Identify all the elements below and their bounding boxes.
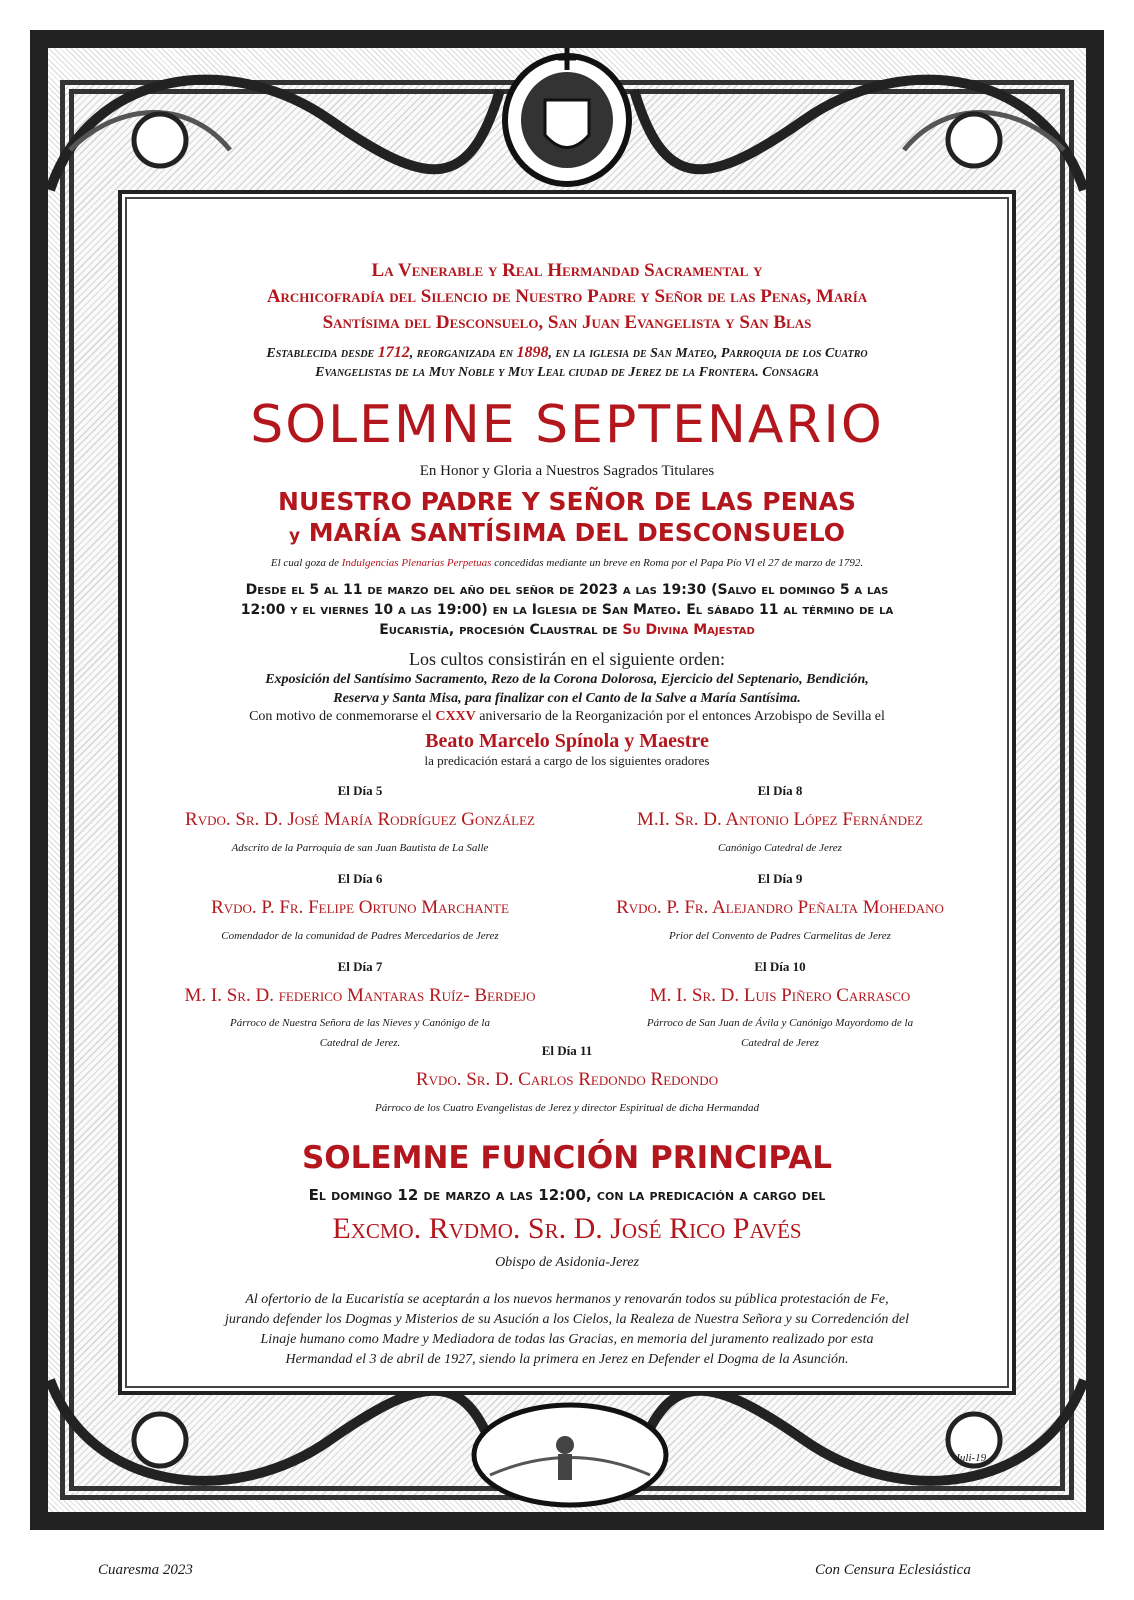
orador-name: Rvdo. Sr. D. Carlos Redondo Redondo	[415, 1069, 719, 1090]
orador-cargo: Párroco de los Cuatro Evangelistas de Jerez y director Espiritual de dicha Hermandad	[375, 1102, 759, 1114]
orador-dia-5	[140, 782, 580, 856]
cultos-line2: Reserva y Santa Misa, para finalizar con el Canto de la Salve a María Santísima.	[333, 691, 801, 706]
orador-cargo: Adscrito de la Parroquia de san Juan Bautista de La Salle	[231, 842, 489, 854]
indulgencias-line: El cual goza de Indulgencias Plenarias Perpetuas concedidas mediante un breve en Roma por el Papa Pío VI el 27 de marzo de 1792.	[270, 557, 864, 569]
ofertorio-line4: Hermandad el 3 de abril de 1927, siendo la primera en Jerez en Defender el Dogma de la Asunción.	[285, 1352, 849, 1367]
ofertorio-line2: jurando defender los Dogmas y Misterios de su Asución a los Cielos, la Realeza de Nuestra Señora y su Corredención del	[225, 1312, 909, 1327]
orador-name: M. I. Sr. D. federico Mantaras Ruíz- Berdejo	[184, 985, 536, 1006]
brotherhood-name-line2: Archicofradía del Silencio de Nuestro Padre y Señor de las Penas, María	[266, 286, 868, 307]
orador-cargo: Prior del Convento de Padres Carmelitas de Jerez	[669, 930, 891, 942]
footer-right: Con Censura Eclesiástica	[815, 1562, 971, 1578]
predicacion-line: la predicación estará a cargo de los siguientes oradores	[424, 753, 710, 768]
dia-label: El Día 5	[337, 783, 383, 798]
orador-name: M. I. Sr. D. Luis Piñero Carrasco	[649, 985, 911, 1006]
ofertorio-line3: Linaje humano como Madre y Mediadora de todas las Gracias, en memoria del juramento realizado por esta	[260, 1332, 874, 1347]
brotherhood-crest-icon	[500, 40, 634, 190]
dates-line2: 12:00 y el viernes 10 a las 19:00) en la Iglesia de San Mateo. El sábado 11 al término de la	[240, 602, 894, 618]
dia-label: El Día 6	[337, 871, 383, 886]
establishment-line1: Establecida desde 1712, reorganizada en 1898, en la iglesia de San Mateo, Parroquia de los Cuatro	[266, 344, 868, 361]
brotherhood-name-line3: Santísima del Desconsuelo, San Juan Evangelista y San Blas	[322, 312, 812, 333]
orador-cargo-line2: Catedral de Jerez.	[319, 1037, 401, 1049]
titulares-line1: NUESTRO PADRE Y SEÑOR DE LAS PENAS	[278, 487, 856, 516]
orador-name: M.I. Sr. D. Antonio López Fernández	[637, 809, 923, 830]
cultos-intro: Los cultos consistirán en el siguiente orden:	[409, 649, 725, 669]
motivo-line: Con motivo de conmemorarse el CXXV aniversario de la Reorganización por el entonces Arzobispo de Sevilla el	[249, 709, 885, 724]
orador-dia-7	[140, 958, 580, 1052]
dates-line3: Eucaristía, procesión Claustral de Su Divina Majestad	[379, 622, 755, 638]
orador-dia-10	[560, 958, 1000, 1052]
orador-cargo: Párroco de Nuestra Señora de las Nieves y Canónigo de la	[230, 1017, 490, 1029]
funcion-line: El domingo 12 de marzo a las 12:00, con la predicación a cargo del	[308, 1186, 826, 1204]
dia-label: El Día 10	[754, 959, 806, 974]
orador-cargo: Párroco de San Juan de Ávila y Canónigo Mayordomo de la	[646, 1017, 914, 1029]
titulares-line2: y MARÍA SANTÍSIMA DEL DESCONSUELO	[288, 518, 845, 547]
artist-signature: Juli-19	[955, 1452, 987, 1464]
orador-dia-6	[140, 870, 580, 944]
dia-label: El Día 9	[757, 871, 803, 886]
orador-name: Rvdo. P. Fr. Alejandro Peñalta Mohedano	[616, 897, 944, 918]
medallion-scene-icon	[470, 1400, 670, 1510]
funcion-title: SOLEMNE FUNCIÓN PRINCIPAL	[301, 1140, 832, 1176]
orador-dia-8	[560, 782, 1000, 856]
orador-cargo: Canónigo Catedral de Jerez	[718, 842, 842, 854]
footer-left: Cuaresma 2023	[98, 1562, 193, 1578]
orador-cargo: Comendador de la comunidad de Padres Mercedarios de Jerez	[221, 930, 499, 942]
orador-dia-9	[560, 870, 1000, 944]
orador-dia-11	[200, 1042, 934, 1116]
brotherhood-name-line1: La Venerable y Real Hermandad Sacramental y	[371, 260, 763, 281]
cultos-line1: Exposición del Santísimo Sacramento, Rezo de la Corona Dolorosa, Ejercicio del Septenario, Bendición,	[265, 672, 869, 687]
obispo-name: Excmo. Rvdmo. Sr. D. José Rico Pavés	[332, 1212, 802, 1245]
orador-name: Rvdo. Sr. D. José María Rodríguez González	[185, 809, 535, 830]
dia-label: El Día 7	[337, 959, 383, 974]
obispo-cargo: Obispo de Asidonia-Jerez	[495, 1255, 639, 1270]
beato-name: Beato Marcelo Spínola y Maestre	[425, 730, 709, 752]
orador-name: Rvdo. P. Fr. Felipe Ortuno Marchante	[211, 897, 509, 918]
honor-line: En Honor y Gloria a Nuestros Sagrados Titulares	[419, 463, 715, 479]
ofertorio-line1: Al ofertorio de la Eucaristía se aceptarán a los nuevos hermanos y renovarán todos su pública protestación de Fe,	[245, 1292, 889, 1307]
dates-line1: Desde el 5 al 11 de marzo del año del señor de 2023 a las 19:30 (Salvo el domingo 5 a las	[245, 582, 889, 598]
orador-cargo-line2: Catedral de Jerez	[741, 1037, 819, 1049]
page-title: SOLEMNE SEPTENARIO	[250, 395, 884, 455]
dia-label: El Día 11	[541, 1043, 593, 1058]
dia-label: El Día 8	[757, 783, 803, 798]
establishment-line2: Evangelistas de la Muy Noble y Muy Leal ciudad de Jerez de la Frontera. Consagra	[315, 365, 819, 380]
